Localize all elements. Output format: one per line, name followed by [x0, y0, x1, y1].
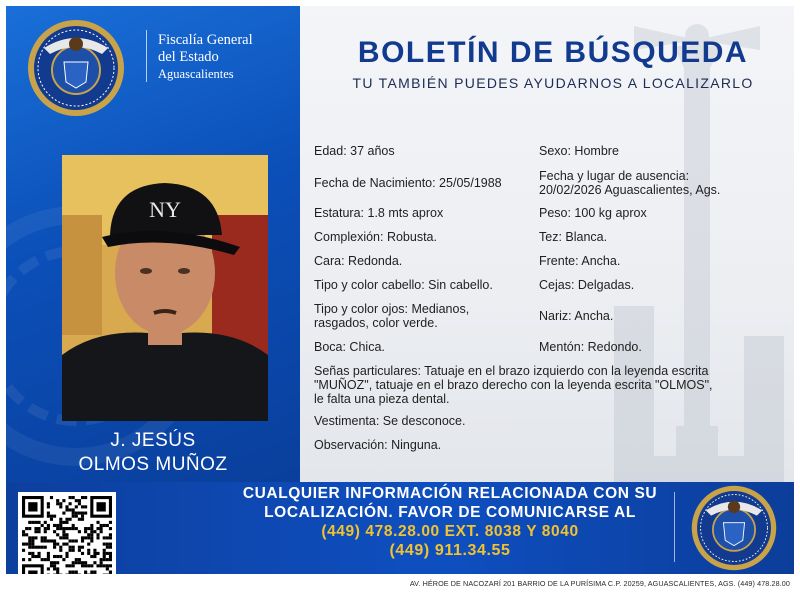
missing-person-photo: [62, 155, 268, 421]
contact-phone-alt: (449) 911.34.55: [389, 542, 511, 559]
institution-divider: [146, 30, 147, 82]
institution-line: Fiscalía General: [158, 32, 253, 48]
detail-ojos-line: Tipo y color ojos: Medianos,: [314, 302, 470, 316]
qr-code-icon: [22, 496, 112, 586]
detail-ausencia-value: 20/02/2026 Aguascalientes, Ags.: [539, 183, 721, 197]
institution-line: del Estado: [158, 49, 219, 65]
detail-frente: Frente: Ancha.: [539, 254, 621, 268]
detail-senas-line: "MUÑOZ", tatuaje en el brazo derecho con la leyenda escrita "OLMOS",: [314, 378, 713, 392]
contact-divider: [674, 492, 675, 562]
detail-ausencia: [539, 169, 720, 197]
detail-fecha-nacimiento: Fecha de Nacimiento: 25/05/1988: [314, 176, 502, 190]
page-subtitle: TU TAMBIÉN PUEDES AYUDARNOS A LOCALIZARLO: [352, 75, 754, 91]
detail-ojos: [314, 302, 469, 330]
person-last-name: OLMOS MUÑOZ: [78, 454, 228, 475]
contact-line: CUALQUIER INFORMACIÓN RELACIONADA CON SU: [242, 485, 658, 502]
detail-sexo: Sexo: Hombre: [539, 144, 619, 158]
institution-line: Aguascalientes: [158, 67, 234, 81]
detail-ausencia-label: Fecha y lugar de ausencia:: [539, 169, 690, 183]
detail-cabello: Tipo y color cabello: Sin cabello.: [314, 278, 493, 292]
detail-peso: Peso: 100 kg aprox: [539, 206, 647, 220]
detail-vestimenta: Vestimenta: Se desconoce.: [314, 414, 466, 428]
contact-message: [230, 484, 670, 560]
detail-senas-line: le falta una pieza dental.: [314, 392, 450, 406]
seal-icon: [26, 18, 126, 118]
detail-cara: Cara: Redonda.: [314, 254, 403, 268]
detail-edad: Edad: 37 años: [314, 144, 395, 158]
contact-phone: (449) 478.28.00 EXT. 8038 Y 8040: [321, 523, 579, 540]
footer-address: AV. HÉROE DE NACOZARÍ 201 BARRIO DE LA PURÍSIMA C.P. 20259, AGUASCALIENTES, AGS. (449) 478.28.00: [409, 579, 790, 588]
person-first-name: J. JESÚS: [110, 430, 196, 451]
page-title: BOLETÍN DE BÚSQUEDA: [357, 36, 749, 69]
svg-text:NY: NY: [149, 197, 181, 222]
detail-senas-line: Señas particulares: Tatuaje en el brazo izquierdo con la leyenda escrita: [314, 364, 709, 378]
detail-tez: Tez: Blanca.: [539, 230, 608, 244]
detail-senas: [314, 364, 784, 406]
detail-estatura: Estatura: 1.8 mts aprox: [314, 206, 444, 220]
seal-icon: [690, 484, 778, 572]
detail-menton: Mentón: Redondo.: [539, 340, 642, 354]
detail-nariz: Nariz: Ancha.: [539, 309, 614, 323]
detail-cejas: Cejas: Delgadas.: [539, 278, 635, 292]
detail-boca: Boca: Chica.: [314, 340, 385, 354]
detail-observacion: Observación: Ninguna.: [314, 438, 442, 452]
detail-ojos-line: rasgados, color verde.: [314, 316, 438, 330]
contact-line: LOCALIZACIÓN. FAVOR DE COMUNICARSE AL: [264, 504, 636, 521]
institution-name: [158, 32, 253, 83]
detail-complexion: Complexión: Robusta.: [314, 230, 437, 244]
